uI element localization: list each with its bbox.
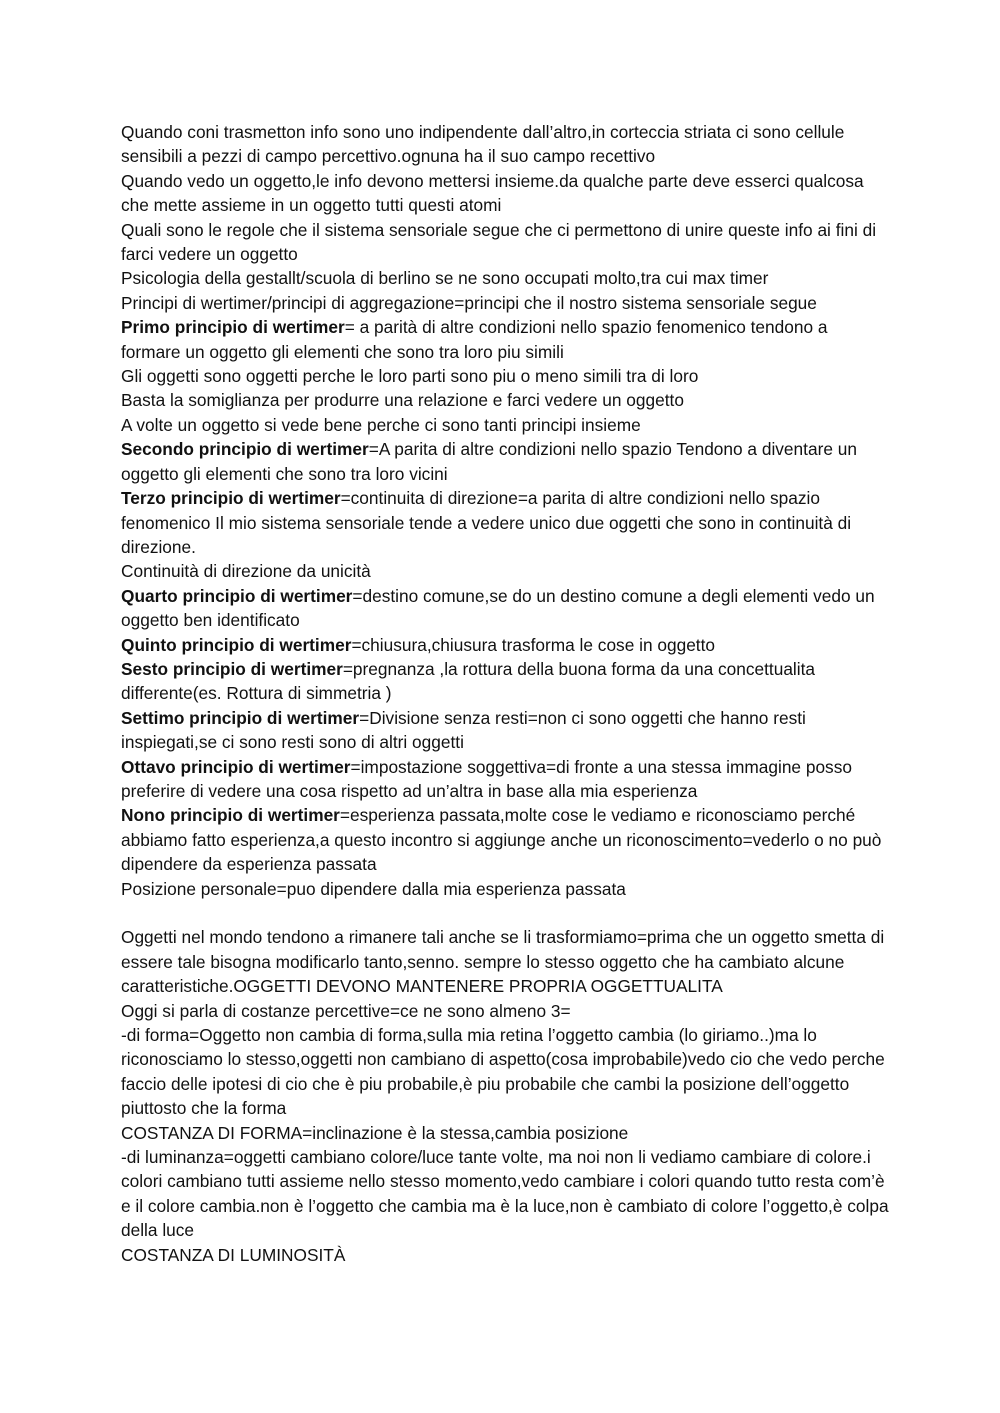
paragraph xyxy=(121,486,891,559)
paragraph xyxy=(121,437,891,486)
paragraph-text: Quando coni trasmetton info sono uno indipendente dall’altro,in corteccia striata ci sono cellule sensibili a pezzi di campo percettivo.ognuna ha il suo campo recettivo xyxy=(121,122,845,167)
paragraph-text: Oggi si parla di costanze percettive=ce ne sono almeno 3= xyxy=(121,1000,571,1021)
paragraph-text: =pregnanza ,la rottura della buona forma da una concettualita differente(es. Rottura di simmetria ) xyxy=(121,658,816,704)
paragraph-text: -di luminanza=oggetti cambiano colore/luce tante volte, ma noi non li vediamo cambiare di colore.i colori cambiano tutti assieme nello stesso momento,vedo cambiare i colori quando tutto resta com’è e il colore cambia.non è l’oggetto che cambia ma è la luce,non è cambiato di colore l’oggetto,è colpa della luce xyxy=(121,1147,889,1241)
paragraph xyxy=(121,1023,891,1121)
principle-heading: Settimo principio di wertimer xyxy=(121,707,360,728)
paragraph-text: Basta la somiglianza per produrre una relazione e farci vedere un oggetto xyxy=(121,390,684,411)
paragraph-text: =Divisione senza resti=non ci sono oggetti che hanno resti inspiegati,se ci sono resti sono di altri oggetti xyxy=(121,707,806,753)
paragraph xyxy=(121,120,891,169)
paragraph-text: A volte un oggetto si vede bene perche ci sono tanti principi insieme xyxy=(121,414,641,435)
principle-heading: Terzo principio di wertimer xyxy=(121,488,341,509)
paragraph-text: COSTANZA DI FORMA=inclinazione è la stessa,cambia posizione xyxy=(121,1122,629,1143)
paragraph-text: =continuita di direzione=a parita di altre condizioni nello spazio fenomenico Il mio sistema sensoriale tende a vedere unico due oggetti che sono in continuità di direzione. xyxy=(121,488,852,557)
paragraph xyxy=(121,803,891,876)
paragraph xyxy=(121,364,891,388)
paragraph-text: -di forma=Oggetto non cambia di forma,sulla mia retina l’oggetto cambia (lo giriamo..)ma lo riconosciamo lo stesso,oggetti non cambiano di aspetto(cosa improbabile)vedo cio che vedo perche faccio delle ipotesi di cio che è piu probabile,è piu probabile che cambi la posizione dell’oggetto piuttosto che la forma xyxy=(121,1025,885,1119)
document-body xyxy=(121,120,891,1267)
paragraph-text: Continuità di direzione da unicità xyxy=(121,561,371,582)
paragraph-text: =destino comune,se do un destino comune a degli elementi vedo un oggetto ben identificato xyxy=(121,585,875,631)
paragraph-text: =chiusura,chiusura trasforma le cose in oggetto xyxy=(351,634,716,655)
paragraph xyxy=(121,1121,891,1145)
paragraph xyxy=(121,413,891,437)
paragraph xyxy=(121,218,891,267)
paragraph xyxy=(121,755,891,804)
paragraph-text: Oggetti nel mondo tendono a rimanere tali anche se li trasformiamo=prima che un oggetto smetta di essere tale bisogna modificarlo tanto,senno. sempre lo stesso oggetto che ha cambiato alcune caratteristiche.OGGETTI DEVONO MANTENERE PROPRIA OGGETTUALITA xyxy=(121,927,885,997)
paragraph-text: =impostazione soggettiva=di fronte a una stessa immagine posso preferire di vedere una cosa rispetto ad un’altra in base alla mia esperienza xyxy=(121,756,852,801)
paragraph xyxy=(121,633,891,657)
paragraph-text: Posizione personale=puo dipendere dalla mia esperienza passata xyxy=(121,878,626,899)
principle-heading: Sesto principio di wertimer xyxy=(121,658,343,679)
principle-heading: Quarto principio di wertimer xyxy=(121,585,353,606)
principle-heading: Secondo principio di wertimer xyxy=(121,439,369,460)
paragraph-text: Psicologia della gestallt/scuola di berlino se ne sono occupati molto,tra cui max timer xyxy=(121,268,769,289)
paragraph-spacer xyxy=(121,901,891,925)
paragraph-text: Quali sono le regole che il sistema sensoriale segue che ci permettono di unire queste info ai fini di farci vedere un oggetto xyxy=(121,219,877,265)
paragraph-text: =esperienza passata,molte cose le vediamo e riconosciamo perché abbiamo fatto esperienza,a questo incontro si aggiunge anche un riconoscimento=vederlo o no può dipendere da esperienza passata xyxy=(121,805,882,875)
paragraph-text: = a parità di altre condizioni nello spazio fenomenico tendono a formare un oggetto gli elementi che sono tra loro piu simili xyxy=(121,317,828,362)
paragraph xyxy=(121,1145,891,1243)
paragraph-text: =A parita di altre condizioni nello spazio Tendono a diventare un oggetto gli elementi che sono tra loro vicini xyxy=(121,439,857,484)
paragraph xyxy=(121,291,891,315)
paragraph-text: Gli oggetti sono oggetti perche le loro parti sono piu o meno simili tra di loro xyxy=(121,366,699,387)
paragraph xyxy=(121,584,891,633)
paragraph-text: Quando vedo un oggetto,le info devono mettersi insieme.da qualche parte deve esserci qualcosa che mette assieme in un oggetto tutti questi atomi xyxy=(121,170,864,216)
paragraph xyxy=(121,559,891,583)
principle-heading: Quinto principio di wertimer xyxy=(121,634,352,655)
paragraph xyxy=(121,657,891,706)
paragraph xyxy=(121,169,891,218)
paragraph-text: COSTANZA DI LUMINOSITÀ xyxy=(121,1244,346,1265)
paragraph-text: Principi di wertimer/principi di aggregazione=principi che il nostro sistema sensoriale segue xyxy=(121,292,817,313)
principle-heading: Nono principio di wertimer xyxy=(121,805,340,826)
paragraph xyxy=(121,877,891,901)
paragraph xyxy=(121,1243,891,1267)
paragraph xyxy=(121,388,891,412)
paragraph xyxy=(121,925,891,998)
paragraph xyxy=(121,266,891,290)
principle-heading: Primo principio di wertimer xyxy=(121,317,345,338)
principle-heading: Ottavo principio di wertimer xyxy=(121,756,351,777)
paragraph xyxy=(121,706,891,755)
paragraph xyxy=(121,999,891,1023)
paragraph xyxy=(121,315,891,364)
